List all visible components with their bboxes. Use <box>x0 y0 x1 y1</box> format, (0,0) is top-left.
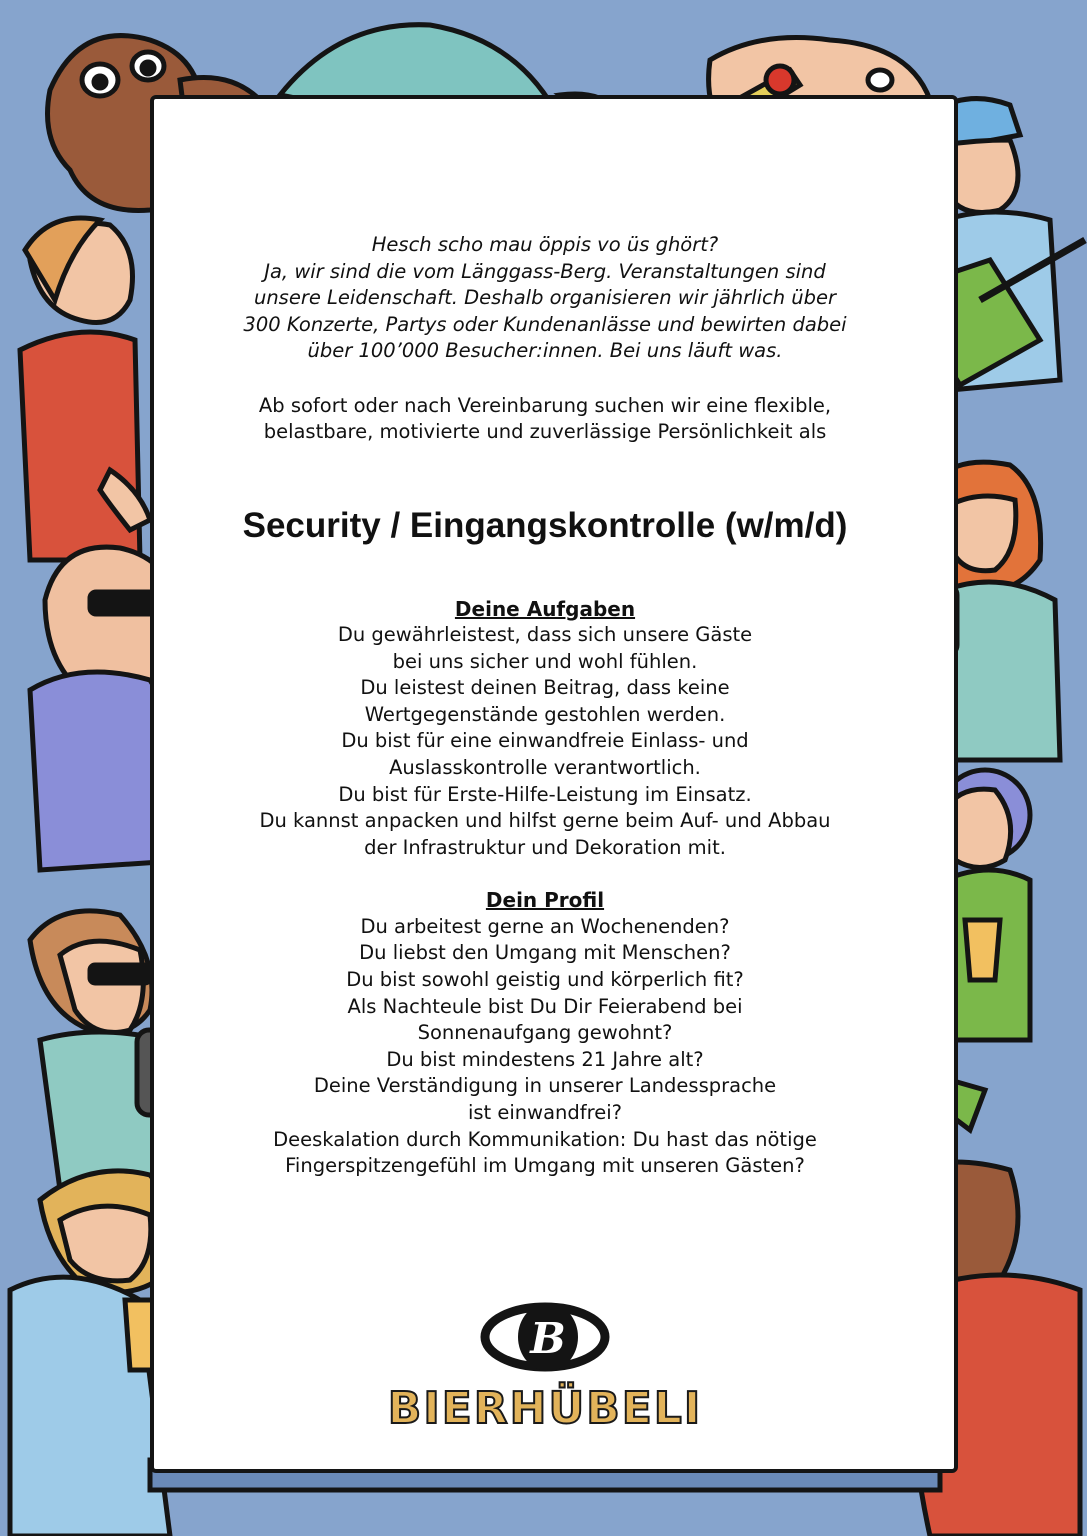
logo-mark-icon <box>470 1295 620 1380</box>
profile-line: Als Nachteule bist Du Dir Feierabend bei <box>347 994 743 1018</box>
task-line: Du leistest deinen Beitrag, dass keine <box>360 676 730 700</box>
intro-line: unsere Leidenschaft. Deshalb organisieren wir jährlich über <box>253 286 837 309</box>
intro-line: Ja, wir sind die vom Länggass-Berg. Veranstaltungen sind <box>264 259 826 283</box>
task-line: Du gewährleistest, dass sich unsere Gäste <box>337 623 753 646</box>
intro-line: 300 Konzerte, Partys oder Kundenanlässe und bewirten dabei <box>243 312 847 336</box>
profile-line: Deine Verständigung in unserer Landessprache <box>313 1074 777 1098</box>
task-line: Du bist für eine einwandfreie Einlass- und <box>341 729 749 753</box>
profile-line: Fingerspitzengefühl im Umgang mit unseren Gästen? <box>285 1154 805 1178</box>
profile-line: Du arbeitest gerne an Wochenenden? <box>360 914 730 938</box>
woman-red-dress-illustration <box>20 218 150 560</box>
task-line: Du bist für Erste-Hilfe-Leistung im Einsatz. <box>338 782 752 806</box>
profile-line: Du liebst den Umgang mit Menschen? <box>359 941 731 965</box>
task-line: bei uns sicher und wohl fühlen. <box>392 649 698 673</box>
intro-line: über 100’000 Besucher:innen. Bei uns läuft was. <box>307 339 783 362</box>
tasks-heading: Deine Aufgaben <box>454 596 636 621</box>
bierhuebeli-logo-text: BIERHÜBELI <box>387 1383 703 1434</box>
lead-paragraph <box>200 393 890 446</box>
profile-line: Du bist sowohl geistig und körperlich fit? <box>346 968 744 992</box>
profile-line: Du bist mindestens 21 Jahre alt? <box>386 1047 704 1071</box>
job-title: Security / Eingangskontrolle (w/m/d) <box>242 505 848 545</box>
task-line: Du kannst anpacken und hilfst gerne beim Auf- und Abbau <box>259 809 831 833</box>
intro-paragraph <box>200 232 890 365</box>
svg-text:B: B <box>530 1314 566 1363</box>
tasks-list <box>200 622 890 861</box>
profile-line: ist einwandfrei? <box>467 1101 623 1124</box>
task-line: der Infrastruktur und Dekoration mit. <box>364 835 726 859</box>
job-posting-content <box>200 232 890 1180</box>
profile-line: Deeskalation durch Kommunikation: Du hast das nötige <box>273 1127 817 1151</box>
lead-line: belastbare, motivierte und zuverlässige Persönlichkeit als <box>263 420 827 443</box>
intro-line: Hesch scho mau öppis vo üs ghört? <box>371 233 719 256</box>
profile-line: Sonnenaufgang gewohnt? <box>417 1021 673 1045</box>
task-line: Auslasskontrolle verantwortlich. <box>389 755 701 779</box>
task-line: Wertgegenstände gestohlen werden. <box>364 702 726 726</box>
profile-list <box>200 914 890 1180</box>
lead-line: Ab sofort oder nach Vereinbarung suchen wir eine flexible, <box>258 393 832 417</box>
profile-heading: Dein Profil <box>485 888 605 913</box>
